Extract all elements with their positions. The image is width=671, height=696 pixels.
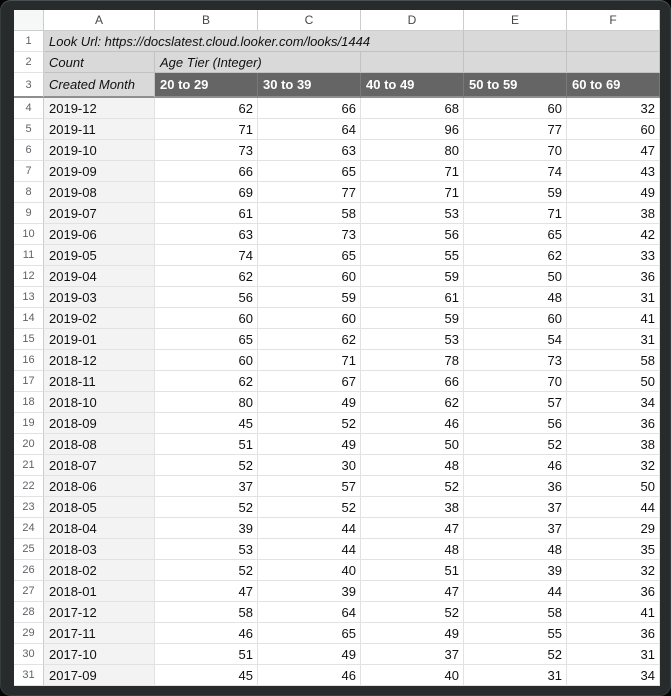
cell-F14[interactable]: 41 — [567, 308, 660, 329]
cell-C14[interactable]: 60 — [258, 308, 361, 329]
row-header-5[interactable]: 5 — [14, 119, 44, 140]
cell-B10[interactable]: 63 — [155, 224, 258, 245]
cell-F12[interactable]: 36 — [567, 266, 660, 287]
cell-E28[interactable]: 58 — [464, 602, 567, 623]
row-header-17[interactable]: 17 — [14, 371, 44, 392]
cell-C31[interactable]: 46 — [258, 665, 361, 686]
cell-E10[interactable]: 65 — [464, 224, 567, 245]
column-header-E[interactable]: E — [464, 10, 567, 31]
cell-F31[interactable]: 34 — [567, 665, 660, 686]
row-header-20[interactable]: 20 — [14, 434, 44, 455]
row-header-18[interactable]: 18 — [14, 392, 44, 413]
column-header-A[interactable]: A — [44, 10, 155, 31]
cell-A9[interactable]: 2019-07 — [44, 203, 155, 224]
cell-F18[interactable]: 34 — [567, 392, 660, 413]
cell-A24[interactable]: 2018-04 — [44, 518, 155, 539]
cell-E12[interactable]: 50 — [464, 266, 567, 287]
cell-A16[interactable]: 2018-12 — [44, 350, 155, 371]
cell-E29[interactable]: 55 — [464, 623, 567, 644]
cell-D19[interactable]: 46 — [361, 413, 464, 434]
cell-C13[interactable]: 59 — [258, 287, 361, 308]
row-header-19[interactable]: 19 — [14, 413, 44, 434]
row-header-22[interactable]: 22 — [14, 476, 44, 497]
select-all-corner[interactable] — [14, 10, 44, 31]
cell-E18[interactable]: 57 — [464, 392, 567, 413]
cell-B5[interactable]: 71 — [155, 119, 258, 140]
cell-C24[interactable]: 44 — [258, 518, 361, 539]
cell-A21[interactable]: 2018-07 — [44, 455, 155, 476]
cell-age-tier-label[interactable]: Age Tier (Integer) — [155, 52, 361, 73]
cell-A14[interactable]: 2019-02 — [44, 308, 155, 329]
row-header-8[interactable]: 8 — [14, 182, 44, 203]
cell-C23[interactable]: 52 — [258, 497, 361, 518]
cell-B17[interactable]: 62 — [155, 371, 258, 392]
cell-A27[interactable]: 2018-01 — [44, 581, 155, 602]
cell-age-tier-50-59[interactable]: 50 to 59 — [464, 73, 567, 98]
row-header-13[interactable]: 13 — [14, 287, 44, 308]
cell-F22[interactable]: 50 — [567, 476, 660, 497]
cell-F6[interactable]: 47 — [567, 140, 660, 161]
cell-A26[interactable]: 2018-02 — [44, 560, 155, 581]
cell-C6[interactable]: 63 — [258, 140, 361, 161]
cell-E7[interactable]: 74 — [464, 161, 567, 182]
cell-D7[interactable]: 71 — [361, 161, 464, 182]
cell-D9[interactable]: 53 — [361, 203, 464, 224]
cell-A28[interactable]: 2017-12 — [44, 602, 155, 623]
cell-E24[interactable]: 37 — [464, 518, 567, 539]
cell-E4[interactable]: 60 — [464, 98, 567, 119]
cell-B24[interactable]: 39 — [155, 518, 258, 539]
cell-F15[interactable]: 31 — [567, 329, 660, 350]
cell-count-label[interactable]: Count — [44, 52, 155, 73]
cell-C20[interactable]: 49 — [258, 434, 361, 455]
cell-D24[interactable]: 47 — [361, 518, 464, 539]
cell-D25[interactable]: 48 — [361, 539, 464, 560]
cell-D16[interactable]: 78 — [361, 350, 464, 371]
cell-E22[interactable]: 36 — [464, 476, 567, 497]
row-header-24[interactable]: 24 — [14, 518, 44, 539]
cell-A22[interactable]: 2018-06 — [44, 476, 155, 497]
cell-D26[interactable]: 51 — [361, 560, 464, 581]
row-header-6[interactable]: 6 — [14, 140, 44, 161]
column-header-D[interactable]: D — [361, 10, 464, 31]
cell-E2[interactable] — [464, 52, 567, 73]
cell-D6[interactable]: 80 — [361, 140, 464, 161]
cell-C9[interactable]: 58 — [258, 203, 361, 224]
cell-F10[interactable]: 42 — [567, 224, 660, 245]
cell-A23[interactable]: 2018-05 — [44, 497, 155, 518]
cell-E26[interactable]: 39 — [464, 560, 567, 581]
cell-E20[interactable]: 52 — [464, 434, 567, 455]
cell-F5[interactable]: 60 — [567, 119, 660, 140]
cell-B13[interactable]: 56 — [155, 287, 258, 308]
cell-age-tier-40-49[interactable]: 40 to 49 — [361, 73, 464, 98]
column-header-F[interactable]: F — [567, 10, 660, 31]
cell-C19[interactable]: 52 — [258, 413, 361, 434]
column-header-C[interactable]: C — [258, 10, 361, 31]
cell-D23[interactable]: 38 — [361, 497, 464, 518]
row-header-7[interactable]: 7 — [14, 161, 44, 182]
cell-A12[interactable]: 2019-04 — [44, 266, 155, 287]
cell-A7[interactable]: 2019-09 — [44, 161, 155, 182]
column-header-B[interactable]: B — [155, 10, 258, 31]
row-header-30[interactable]: 30 — [14, 644, 44, 665]
row-header-14[interactable]: 14 — [14, 308, 44, 329]
row-header-23[interactable]: 23 — [14, 497, 44, 518]
row-header-12[interactable]: 12 — [14, 266, 44, 287]
cell-E17[interactable]: 70 — [464, 371, 567, 392]
cell-D17[interactable]: 66 — [361, 371, 464, 392]
cell-E31[interactable]: 31 — [464, 665, 567, 686]
cell-F2[interactable] — [567, 52, 660, 73]
cell-E25[interactable]: 48 — [464, 539, 567, 560]
cell-A29[interactable]: 2017-11 — [44, 623, 155, 644]
cell-B26[interactable]: 52 — [155, 560, 258, 581]
cell-E16[interactable]: 73 — [464, 350, 567, 371]
cell-F1[interactable] — [567, 31, 660, 52]
cell-F20[interactable]: 38 — [567, 434, 660, 455]
cell-C5[interactable]: 64 — [258, 119, 361, 140]
cell-F24[interactable]: 29 — [567, 518, 660, 539]
cell-D4[interactable]: 68 — [361, 98, 464, 119]
cell-E5[interactable]: 77 — [464, 119, 567, 140]
cell-C12[interactable]: 60 — [258, 266, 361, 287]
cell-age-tier-30-39[interactable]: 30 to 39 — [258, 73, 361, 98]
cell-A11[interactable]: 2019-05 — [44, 245, 155, 266]
cell-D27[interactable]: 47 — [361, 581, 464, 602]
cell-D20[interactable]: 50 — [361, 434, 464, 455]
cell-D30[interactable]: 37 — [361, 644, 464, 665]
cell-E11[interactable]: 62 — [464, 245, 567, 266]
cell-A13[interactable]: 2019-03 — [44, 287, 155, 308]
cell-F8[interactable]: 49 — [567, 182, 660, 203]
cell-F13[interactable]: 31 — [567, 287, 660, 308]
cell-C8[interactable]: 77 — [258, 182, 361, 203]
cell-D2[interactable] — [361, 52, 464, 73]
cell-E21[interactable]: 46 — [464, 455, 567, 476]
cell-D8[interactable]: 71 — [361, 182, 464, 203]
cell-D18[interactable]: 62 — [361, 392, 464, 413]
cell-C27[interactable]: 39 — [258, 581, 361, 602]
cell-B27[interactable]: 47 — [155, 581, 258, 602]
cell-B15[interactable]: 65 — [155, 329, 258, 350]
cell-A10[interactable]: 2019-06 — [44, 224, 155, 245]
cell-F27[interactable]: 36 — [567, 581, 660, 602]
cell-C11[interactable]: 65 — [258, 245, 361, 266]
cell-E1[interactable] — [464, 31, 567, 52]
cell-B9[interactable]: 61 — [155, 203, 258, 224]
cell-B23[interactable]: 52 — [155, 497, 258, 518]
cell-F11[interactable]: 33 — [567, 245, 660, 266]
cell-A30[interactable]: 2017-10 — [44, 644, 155, 665]
cell-F19[interactable]: 36 — [567, 413, 660, 434]
cell-E15[interactable]: 54 — [464, 329, 567, 350]
cell-C29[interactable]: 65 — [258, 623, 361, 644]
cell-B19[interactable]: 45 — [155, 413, 258, 434]
cell-age-tier-60-69[interactable]: 60 to 69 — [567, 73, 660, 98]
row-header-29[interactable]: 29 — [14, 623, 44, 644]
cell-B21[interactable]: 52 — [155, 455, 258, 476]
cell-B11[interactable]: 74 — [155, 245, 258, 266]
row-header-3[interactable]: 3 — [14, 73, 44, 98]
cell-F25[interactable]: 35 — [567, 539, 660, 560]
row-header-25[interactable]: 25 — [14, 539, 44, 560]
cell-E14[interactable]: 60 — [464, 308, 567, 329]
cell-E13[interactable]: 48 — [464, 287, 567, 308]
cell-D21[interactable]: 48 — [361, 455, 464, 476]
row-header-31[interactable]: 31 — [14, 665, 44, 686]
cell-F30[interactable]: 31 — [567, 644, 660, 665]
cell-D28[interactable]: 52 — [361, 602, 464, 623]
cell-E8[interactable]: 59 — [464, 182, 567, 203]
cell-A31[interactable]: 2017-09 — [44, 665, 155, 686]
row-header-9[interactable]: 9 — [14, 203, 44, 224]
cell-E6[interactable]: 70 — [464, 140, 567, 161]
cell-C28[interactable]: 64 — [258, 602, 361, 623]
cell-B16[interactable]: 60 — [155, 350, 258, 371]
cell-B28[interactable]: 58 — [155, 602, 258, 623]
cell-F26[interactable]: 32 — [567, 560, 660, 581]
cell-C17[interactable]: 67 — [258, 371, 361, 392]
row-header-26[interactable]: 26 — [14, 560, 44, 581]
row-header-27[interactable]: 27 — [14, 581, 44, 602]
cell-B22[interactable]: 37 — [155, 476, 258, 497]
cell-F28[interactable]: 41 — [567, 602, 660, 623]
row-header-16[interactable]: 16 — [14, 350, 44, 371]
cell-B29[interactable]: 46 — [155, 623, 258, 644]
cell-F29[interactable]: 36 — [567, 623, 660, 644]
cell-C10[interactable]: 73 — [258, 224, 361, 245]
cell-C18[interactable]: 49 — [258, 392, 361, 413]
cell-B4[interactable]: 62 — [155, 98, 258, 119]
cell-D14[interactable]: 59 — [361, 308, 464, 329]
cell-F9[interactable]: 38 — [567, 203, 660, 224]
cell-E19[interactable]: 56 — [464, 413, 567, 434]
cell-B12[interactable]: 62 — [155, 266, 258, 287]
cell-C21[interactable]: 30 — [258, 455, 361, 476]
cell-C7[interactable]: 65 — [258, 161, 361, 182]
row-header-10[interactable]: 10 — [14, 224, 44, 245]
cell-D22[interactable]: 52 — [361, 476, 464, 497]
cell-D11[interactable]: 55 — [361, 245, 464, 266]
row-header-11[interactable]: 11 — [14, 245, 44, 266]
cell-D31[interactable]: 40 — [361, 665, 464, 686]
cell-C16[interactable]: 71 — [258, 350, 361, 371]
cell-B6[interactable]: 73 — [155, 140, 258, 161]
cell-E30[interactable]: 52 — [464, 644, 567, 665]
cell-C30[interactable]: 49 — [258, 644, 361, 665]
cell-A25[interactable]: 2018-03 — [44, 539, 155, 560]
cell-E23[interactable]: 37 — [464, 497, 567, 518]
cell-F4[interactable]: 32 — [567, 98, 660, 119]
cell-D10[interactable]: 56 — [361, 224, 464, 245]
cell-A20[interactable]: 2018-08 — [44, 434, 155, 455]
cell-A18[interactable]: 2018-10 — [44, 392, 155, 413]
cell-B8[interactable]: 69 — [155, 182, 258, 203]
cell-F21[interactable]: 32 — [567, 455, 660, 476]
cell-F17[interactable]: 50 — [567, 371, 660, 392]
cell-E27[interactable]: 44 — [464, 581, 567, 602]
cell-look-url[interactable]: Look Url: https://docslatest.cloud.looker.com/looks/1444 — [44, 31, 464, 52]
row-header-4[interactable]: 4 — [14, 98, 44, 119]
cell-A5[interactable]: 2019-11 — [44, 119, 155, 140]
cell-F23[interactable]: 44 — [567, 497, 660, 518]
cell-B7[interactable]: 66 — [155, 161, 258, 182]
cell-D13[interactable]: 61 — [361, 287, 464, 308]
cell-C25[interactable]: 44 — [258, 539, 361, 560]
cell-B20[interactable]: 51 — [155, 434, 258, 455]
cell-A8[interactable]: 2019-08 — [44, 182, 155, 203]
cell-C4[interactable]: 66 — [258, 98, 361, 119]
cell-D15[interactable]: 53 — [361, 329, 464, 350]
cell-E9[interactable]: 71 — [464, 203, 567, 224]
cell-C22[interactable]: 57 — [258, 476, 361, 497]
cell-D12[interactable]: 59 — [361, 266, 464, 287]
cell-A19[interactable]: 2018-09 — [44, 413, 155, 434]
cell-B14[interactable]: 60 — [155, 308, 258, 329]
spreadsheet-grid — [14, 10, 660, 686]
cell-B30[interactable]: 51 — [155, 644, 258, 665]
row-header-21[interactable]: 21 — [14, 455, 44, 476]
cell-created-month-label[interactable]: Created Month — [44, 73, 155, 98]
row-header-2[interactable]: 2 — [14, 52, 44, 73]
cell-D5[interactable]: 96 — [361, 119, 464, 140]
row-header-15[interactable]: 15 — [14, 329, 44, 350]
cell-B31[interactable]: 45 — [155, 665, 258, 686]
cell-age-tier-20-29[interactable]: 20 to 29 — [155, 73, 258, 98]
cell-B18[interactable]: 80 — [155, 392, 258, 413]
cell-A15[interactable]: 2019-01 — [44, 329, 155, 350]
cell-C26[interactable]: 40 — [258, 560, 361, 581]
row-header-28[interactable]: 28 — [14, 602, 44, 623]
cell-F7[interactable]: 43 — [567, 161, 660, 182]
cell-C15[interactable]: 62 — [258, 329, 361, 350]
cell-D29[interactable]: 49 — [361, 623, 464, 644]
cell-F16[interactable]: 58 — [567, 350, 660, 371]
cell-A17[interactable]: 2018-11 — [44, 371, 155, 392]
row-header-1[interactable]: 1 — [14, 31, 44, 52]
cell-A6[interactable]: 2019-10 — [44, 140, 155, 161]
cell-B25[interactable]: 53 — [155, 539, 258, 560]
cell-A4[interactable]: 2019-12 — [44, 98, 155, 119]
